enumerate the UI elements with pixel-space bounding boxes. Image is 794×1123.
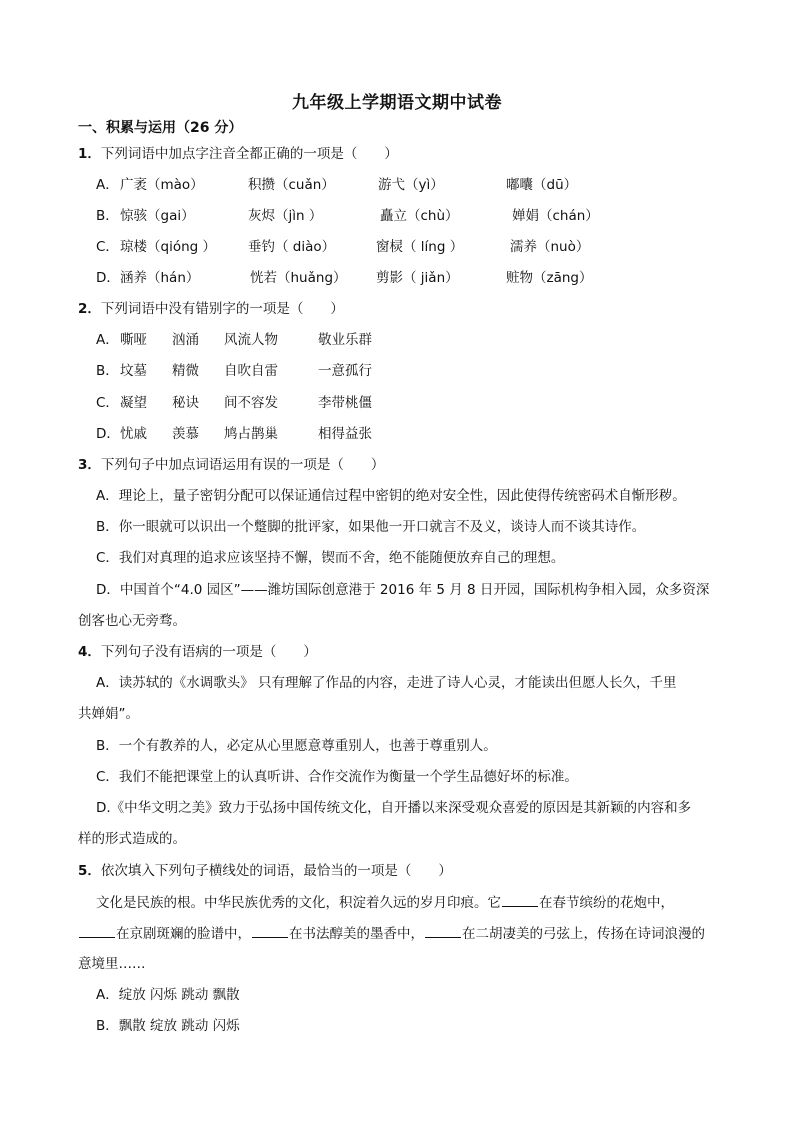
- option-item: 琼楼（qióng ）: [120, 239, 216, 255]
- option-item: 游弋（yì）: [378, 177, 444, 193]
- option-item: 一意孤行: [318, 363, 372, 379]
- question-number: 5．: [78, 863, 101, 879]
- question-2: [78, 300, 344, 318]
- q3-option-d: D．中国首个“4.0 园区”——潍坊国际创意港于 2016 年 5 月 8 日开园，国际机构争相入园，众多资深: [96, 582, 710, 598]
- option-item: 嘶哑: [120, 332, 147, 348]
- option-item: 秘诀: [172, 395, 199, 411]
- q5-option-a: A．绽放 闪烁 跳动 飘散: [96, 987, 240, 1003]
- q2-option-d: [96, 425, 794, 443]
- option-label: A．: [96, 177, 119, 193]
- option-item: 汹涌: [172, 332, 199, 348]
- option-item: 婵娟（chán）: [512, 208, 599, 224]
- question-1: [78, 145, 398, 163]
- page-title: 九年级上学期语文期中试卷: [292, 93, 502, 113]
- passage-text: 在二胡凄美的弓弦上，传扬在诗词浪漫的: [462, 926, 705, 942]
- option-item: 自吹自雷: [224, 363, 278, 379]
- question-number: 4．: [78, 644, 101, 660]
- q4-option-d: D.《中华文明之美》致力于弘扬中国传统文化，自开播以来深受观众喜爱的原因是其新颖的内容和多: [96, 800, 692, 816]
- q5-passage-line-1: [96, 893, 674, 912]
- option-item: 窗棂（ líng ）: [376, 239, 464, 255]
- q4-option-c: C．我们不能把课堂上的认真听讲、合作交流作为衡量一个学生品德好坏的标准。: [96, 769, 578, 785]
- question-stem: 下列词语中没有错别字的一项是（ ）: [100, 301, 344, 317]
- question-stem: 下列词语中加点字注音全都正确的一项是（ ）: [100, 146, 398, 162]
- q5-option-b: B．飘散 绽放 跳动 闪烁: [96, 1018, 240, 1034]
- passage-text: 文化是民族的根。中华民族优秀的文化，积淀着久远的岁月印痕。它: [96, 895, 501, 911]
- option-item: 剪影（ jiǎn）: [376, 270, 459, 286]
- option-item: 涵养（hán）: [120, 270, 200, 286]
- passage-text: 在春节缤纷的花炮中，: [539, 895, 674, 911]
- option-item: 坟墓: [120, 363, 147, 379]
- q1-option-d: [96, 269, 794, 287]
- q1-option-c: [96, 238, 794, 256]
- fill-blank: [425, 924, 461, 938]
- option-item: 忧戚: [120, 426, 147, 442]
- option-item: 惊骇（gai）: [120, 208, 195, 224]
- option-item: 赃物（zāng）: [506, 270, 593, 286]
- question-number: 3．: [78, 457, 101, 473]
- option-label: A．: [96, 332, 119, 348]
- q3-option-d-continued: 创客也心无旁骛。: [78, 613, 186, 629]
- q3-option-c: C．我们对真理的追求应该坚持不懈，锲而不舍，绝不能随便放弃自己的理想。: [96, 550, 565, 566]
- option-item: 矗立（chù）: [380, 208, 459, 224]
- option-item: 凝望: [120, 395, 147, 411]
- q5-passage-line-2: [78, 924, 705, 943]
- section-heading: 一、积累与运用（26 分）: [78, 120, 243, 136]
- option-label: B．: [96, 208, 119, 224]
- option-item: 嘟囔（dū）: [506, 177, 578, 193]
- question-stem: 下列句子没有语病的一项是（ ）: [100, 644, 317, 660]
- q4-option-d-continued: 样的形式造成的。: [78, 831, 186, 847]
- option-label: B．: [96, 363, 119, 379]
- option-item: 相得益张: [318, 426, 372, 442]
- q2-option-b: [96, 362, 794, 380]
- question-number: 1．: [78, 146, 101, 162]
- option-item: 精微: [172, 363, 199, 379]
- option-item: 羡慕: [172, 426, 199, 442]
- option-label: C．: [96, 239, 119, 255]
- option-label: D．: [96, 270, 120, 286]
- question-stem: 依次填入下列句子横线处的词语，最恰当的一项是（ ）: [100, 863, 452, 879]
- fill-blank: [252, 924, 288, 938]
- option-item: 灰烬（jìn ）: [248, 208, 323, 224]
- option-item: 积攒（cuǎn）: [248, 177, 335, 193]
- q1-option-a: [96, 176, 794, 194]
- question-3: [78, 456, 384, 474]
- q5-passage-line-3: 意境里……: [78, 956, 146, 972]
- option-label: C．: [96, 395, 119, 411]
- q4-option-a-continued: 共婵娟”。: [78, 706, 139, 722]
- passage-text: 在京剧斑斓的脸谱中，: [116, 926, 251, 942]
- question-stem: 下列句子中加点词语运用有误的一项是（ ）: [100, 457, 385, 473]
- question-4: [78, 643, 317, 661]
- option-item: 鸠占鹊巢: [224, 426, 278, 442]
- passage-text: 在书法醇美的墨香中，: [289, 926, 424, 942]
- q2-option-a: [96, 331, 794, 349]
- option-item: 间不容发: [224, 395, 278, 411]
- fill-blank: [79, 924, 115, 938]
- q3-option-b: B．你一眼就可以识出一个蹩脚的批评家，如果他一开口就言不及义，谈诗人而不谈其诗作。: [96, 519, 646, 535]
- option-item: 垂钓（ diào）: [248, 239, 336, 255]
- question-number: 2．: [78, 301, 101, 317]
- option-item: 敬业乐群: [318, 332, 372, 348]
- q2-option-c: [96, 394, 794, 412]
- q1-option-b: [96, 207, 794, 225]
- q3-option-a: A．理论上，量子密钥分配可以保证通信过程中密钥的绝对安全性，因此使得传统密码术自惭形秽。: [96, 488, 686, 504]
- option-label: D．: [96, 426, 120, 442]
- option-item: 恍若（huǎng）: [250, 270, 347, 286]
- q4-option-a: A．读苏轼的《水调歌头》 只有理解了作品的内容，走进了诗人心灵，才能读出但愿人长久，千里: [96, 675, 677, 691]
- question-5: [78, 862, 452, 880]
- option-item: 李带桃僵: [318, 395, 372, 411]
- option-item: 广袤（mào）: [120, 177, 204, 193]
- q4-option-b: B．一个有教养的人，必定从心里愿意尊重别人，也善于尊重别人。: [96, 738, 497, 754]
- option-item: 风流人物: [224, 332, 278, 348]
- fill-blank: [502, 893, 538, 907]
- option-item: 濡养（nuò）: [510, 239, 590, 255]
